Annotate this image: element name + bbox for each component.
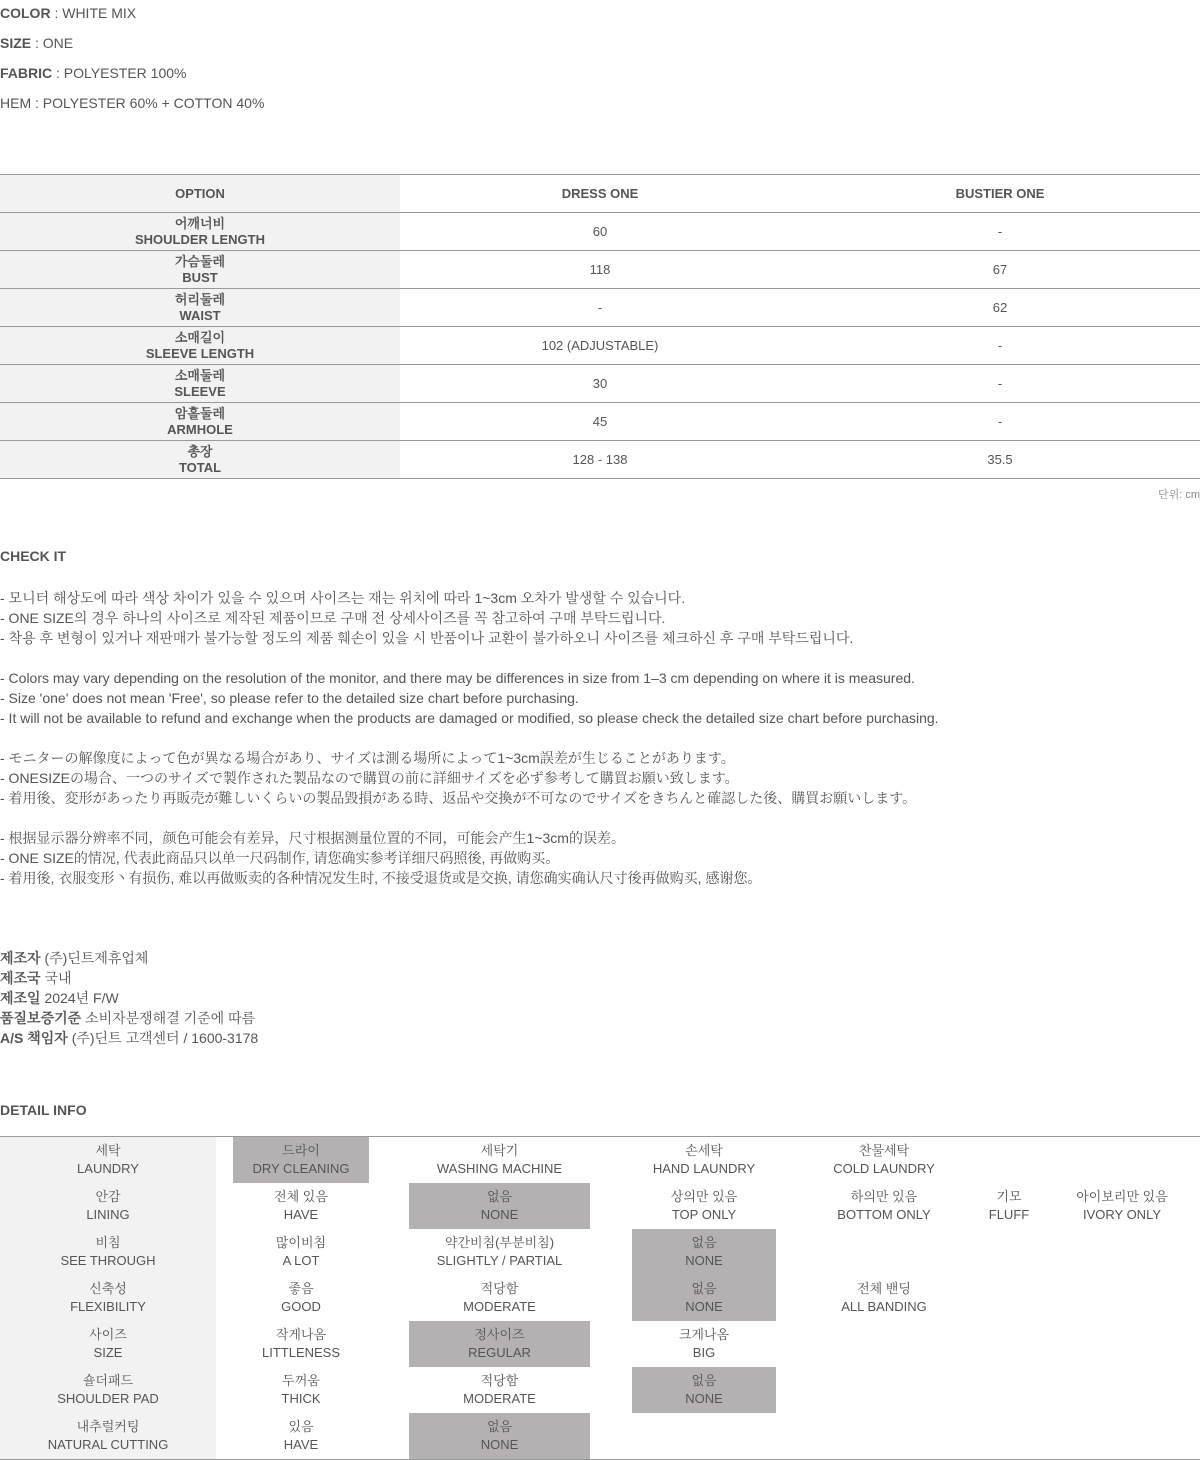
option-en: BOTTOM ONLY [837,1207,931,1222]
option-ko: 작게나옴 [275,1327,327,1342]
option-en: A LOT [282,1253,320,1268]
detail-label-en: NATURAL CUTTING [47,1437,169,1452]
option-en: IVORY ONLY [1082,1207,1162,1222]
row-label [0,327,400,365]
option-en: MODERATE [463,1391,536,1406]
detail-option [233,1229,369,1275]
detail-row-label [0,1275,216,1321]
option-ko: 두꺼움 [282,1373,320,1388]
bustier-value: - [800,365,1200,403]
detail-label-en: LINING [86,1207,130,1222]
detail-label-ko: 안감 [95,1189,121,1204]
mfg-value: 2024년 F/W [44,990,119,1006]
option-en: NONE [480,1437,519,1452]
detail-label-en: SIZE [93,1345,123,1360]
note-line: - Colors may vary depending on the resolution of the monitor, and there may be differences in size from 1–3 cm depending on where it is measured. [0,670,915,686]
table-row [0,403,1200,441]
mfg-label: 제조일 [0,990,41,1006]
detail-row-label [0,1229,216,1275]
spec-label: FABRIC [0,65,53,81]
detail-option [409,1275,590,1321]
spec-value: POLYESTER 100% [63,65,187,81]
option-en: TOP ONLY [671,1207,737,1222]
detail-option-selected [632,1275,776,1321]
detail-info-grid [0,1136,1200,1460]
detail-option [233,1367,369,1413]
spec-value: HEM : POLYESTER 60% + COTTON 40% [0,95,265,111]
option-ko: 있음 [288,1419,314,1434]
option-ko: 적당함 [480,1281,519,1296]
note-line: - 着用後、変形があったり再販売が難しいくらいの製品毀損がある時、返品や交換が不可なのでサイズをきちんと確認した後、購買お願いします。 [0,790,917,806]
detail-row-label [0,1321,216,1367]
note-line: - ONE SIZE의 경우 하나의 사이즈로 제작된 제품이므로 구매 전 상세사이즈를 꼭 참고하여 구매 부탁드립니다. [0,610,666,626]
mfg-label: 품질보증기준 [0,1010,82,1026]
row-label-en: SHOULDER LENGTH [135,231,265,247]
spec-size: SIZE : ONE [0,35,74,51]
detail-option [972,1183,1046,1229]
option-ko: 손세탁 [685,1143,723,1158]
table-row [0,327,1200,365]
detail-option [632,1183,776,1229]
row-label [0,365,400,403]
bustier-value: - [800,327,1200,365]
mfg-value: 국내 [44,970,72,986]
option-en: NONE [480,1207,519,1222]
dress-value: 60 [400,213,800,251]
detail-option-selected [409,1321,590,1367]
row-label-en: WAIST [179,307,221,323]
table-row [0,441,1200,479]
note-line: - 着用後, 衣服变形丶有损伤, 难以再做贩卖的各种情况发生时, 不接受退货或是交换, 请您确实确认尺寸後再做购买, 感谢您。 [0,870,762,886]
note-spacer [0,728,939,748]
option-ko: 없음 [486,1189,513,1204]
note-line: - 모니터 해상도에 따라 색상 차이가 있을 수 있으며 사이즈는 재는 위치에 따라 1~3cm 오차가 발생할 수 있습니다. [0,590,686,606]
bustier-value: 35.5 [800,441,1200,479]
option-en: BIG [692,1345,716,1360]
option-en: NONE [685,1299,723,1314]
option-en: THICK [281,1391,321,1406]
mfg-line [0,988,258,1008]
option-en: HAND LAUNDRY [652,1161,756,1176]
option-en: SLIGHTLY / PARTIAL [436,1253,563,1268]
detail-label-en: SEE THROUGH [60,1253,156,1268]
option-ko: 전체 밴딩 [857,1281,911,1296]
detail-option-selected [409,1183,590,1229]
mfg-label: 제조자 [0,950,41,966]
option-ko: 많이비침 [275,1235,327,1250]
detail-row-label [0,1183,216,1229]
note-line: - 根据显示器分辨率不同，颜色可能会有差异，尺寸根据测量位置的不同，可能会产生1~3cm的误差。 [0,830,625,846]
detail-row-label [0,1367,216,1413]
option-ko: 없음 [486,1419,513,1434]
option-ko: 전체 있음 [274,1189,328,1204]
table-row [0,365,1200,403]
dress-value: 30 [400,365,800,403]
bustier-value: - [800,213,1200,251]
option-ko: 드라이 [282,1143,320,1158]
option-en: LITTLENESS [261,1345,341,1360]
row-label-en: BUST [182,269,218,285]
table-row [0,251,1200,289]
table-row [0,213,1200,251]
detail-label-ko: 비침 [95,1235,121,1250]
detail-option-selected [632,1367,776,1413]
dress-value: 118 [400,251,800,289]
detail-info-title: DETAIL INFO [0,1102,87,1118]
note-line: - ONE SIZE的情况, 代表此商品只以单一尺码制作, 请您确实参考详细尺码照後, 再做购买。 [0,850,560,866]
detail-option [233,1275,369,1321]
detail-option [233,1183,369,1229]
option-ko: 기모 [996,1189,1022,1204]
option-en: DRY CLEANING [252,1161,350,1176]
option-en: GOOD [281,1299,321,1314]
row-label [0,213,400,251]
option-ko: 없음 [691,1281,717,1296]
spec-hem [0,93,264,113]
row-label [0,251,400,289]
detail-label-ko: 사이즈 [89,1327,127,1342]
detail-option [632,1321,776,1367]
option-ko: 세탁기 [480,1143,519,1158]
spec-color: COLOR : WHITE MIX [0,5,137,21]
size-table-header [0,175,1200,213]
detail-option [796,1275,972,1321]
mfg-line [0,948,258,968]
detail-option [409,1137,590,1183]
mfg-value: (주)딘트제휴업체 [44,950,149,966]
detail-label-en: SHOULDER PAD [57,1391,159,1406]
note-line: - モニターの解像度によって色が異なる場合があり、サイズは測る場所によって1~3cm誤差が生じることがあります。 [0,750,735,766]
option-en: NONE [685,1391,723,1406]
detail-option [632,1137,776,1183]
option-ko: 찬물세탁 [858,1143,910,1158]
size-table [0,174,1200,479]
detail-option [233,1413,369,1459]
option-ko: 없음 [691,1235,717,1250]
detail-row-label [0,1413,216,1459]
detail-option [409,1367,590,1413]
option-en: REGULAR [468,1345,531,1360]
row-label-ko: 암홀둘레 [174,405,226,421]
detail-row-label [0,1137,216,1183]
row-label-en: SLEEVE LENGTH [145,345,255,361]
manufacturer-info [0,948,258,1048]
row-label-ko: 어깨너비 [174,215,226,231]
option-en: NONE [685,1253,723,1268]
option-ko: 상의만 있음 [670,1189,738,1204]
row-label-en: ARMHOLE [167,421,233,437]
row-label-ko: 허리둘레 [174,291,226,307]
spec-value: ONE [42,35,74,51]
dress-value: 102 (ADJUSTABLE) [400,327,800,365]
mfg-line [0,968,258,988]
note-spacer [0,808,939,828]
option-ko: 좋음 [288,1281,314,1296]
spec-label: SIZE [0,35,32,51]
option-ko: 약간비침(부분비침) [444,1235,555,1250]
spec-label: COLOR [0,5,51,21]
mfg-line [0,1008,258,1028]
note-line: - It will not be available to refund and exchange when the products are damaged or modified, so please check the detailed size chart before purchasing. [0,710,939,726]
unit-note: 단위: cm [1157,489,1200,501]
detail-label-ko: 신축성 [89,1281,127,1296]
detail-label-ko: 숄더패드 [82,1373,134,1388]
option-en: HAVE [283,1207,319,1222]
option-en: HAVE [283,1437,319,1452]
dress-value: 128 - 138 [400,441,800,479]
bustier-value: 62 [800,289,1200,327]
bustier-value: - [800,403,1200,441]
row-label-en: TOTAL [178,459,222,475]
option-en: COLD LAUNDRY [833,1161,935,1176]
option-en: FLUFF [988,1207,1030,1222]
detail-label-ko: 내추럴커팅 [76,1419,140,1434]
mfg-value: (주)딘트 고객센터 / 1600-3178 [71,1030,259,1046]
option-ko: 크게나옴 [678,1327,730,1342]
note-spacer [0,648,939,668]
detail-option-selected [409,1413,590,1459]
check-it-notes [0,588,939,888]
row-label [0,441,400,479]
detail-option [796,1183,972,1229]
bustier-value: 67 [800,251,1200,289]
detail-option-selected [233,1137,369,1183]
detail-option [233,1321,369,1367]
mfg-label: A/S 책임자 [0,1030,68,1046]
option-ko: 아이보리만 있음 [1076,1189,1168,1204]
row-label [0,289,400,327]
mfg-label: 제조국 [0,970,41,986]
check-it-title: CHECK IT [0,548,67,564]
mfg-line [0,1028,258,1048]
option-en: ALL BANDING [841,1299,927,1314]
dress-value: 45 [400,403,800,441]
detail-option [1052,1183,1192,1229]
detail-label-ko: 세탁 [95,1143,121,1158]
row-label-ko: 소매길이 [174,329,226,345]
note-line: - 착용 후 변형이 있거나 재판매가 불가능할 정도의 제품 훼손이 있을 시 반품이나 교환이 불가하오니 사이즈를 체크하신 후 구매 부탁드립니다. [0,630,854,646]
option-en: MODERATE [463,1299,536,1314]
mfg-value: 소비자분쟁해결 기준에 따름 [85,1010,256,1026]
detail-option-selected [632,1229,776,1275]
row-label-ko: 가슴둘레 [174,253,226,269]
option-ko: 하의만 있음 [850,1189,918,1204]
row-label [0,403,400,441]
table-row [0,289,1200,327]
note-line: - Size 'one' does not mean 'Free', so please refer to the detailed size chart before purchasing. [0,690,579,706]
row-label-ko: 소매둘레 [174,367,226,383]
option-ko: 적당함 [480,1373,519,1388]
detail-label-en: LAUNDRY [77,1161,139,1176]
option-ko: 없음 [691,1373,717,1388]
header-dress: DRESS ONE [400,175,800,213]
header-bustier: BUSTIER ONE [800,175,1200,213]
header-option: OPTION [0,175,400,213]
detail-label-en: FLEXIBILITY [70,1299,146,1314]
detail-option [409,1229,590,1275]
spec-fabric: FABRIC : POLYESTER 100% [0,65,187,81]
row-label-en: SLEEVE [174,383,226,399]
dress-value: - [400,289,800,327]
spec-value: WHITE MIX [62,5,137,21]
option-ko: 정사이즈 [474,1327,525,1342]
detail-option [796,1137,972,1183]
note-line: - ONESIZEの場合、一つのサイズで製作された製品なので購買の前に詳細サイズを必ず参考して購買お願い致します。 [0,770,739,786]
row-label-ko: 총장 [187,443,213,459]
option-en: WASHING MACHINE [436,1161,563,1176]
